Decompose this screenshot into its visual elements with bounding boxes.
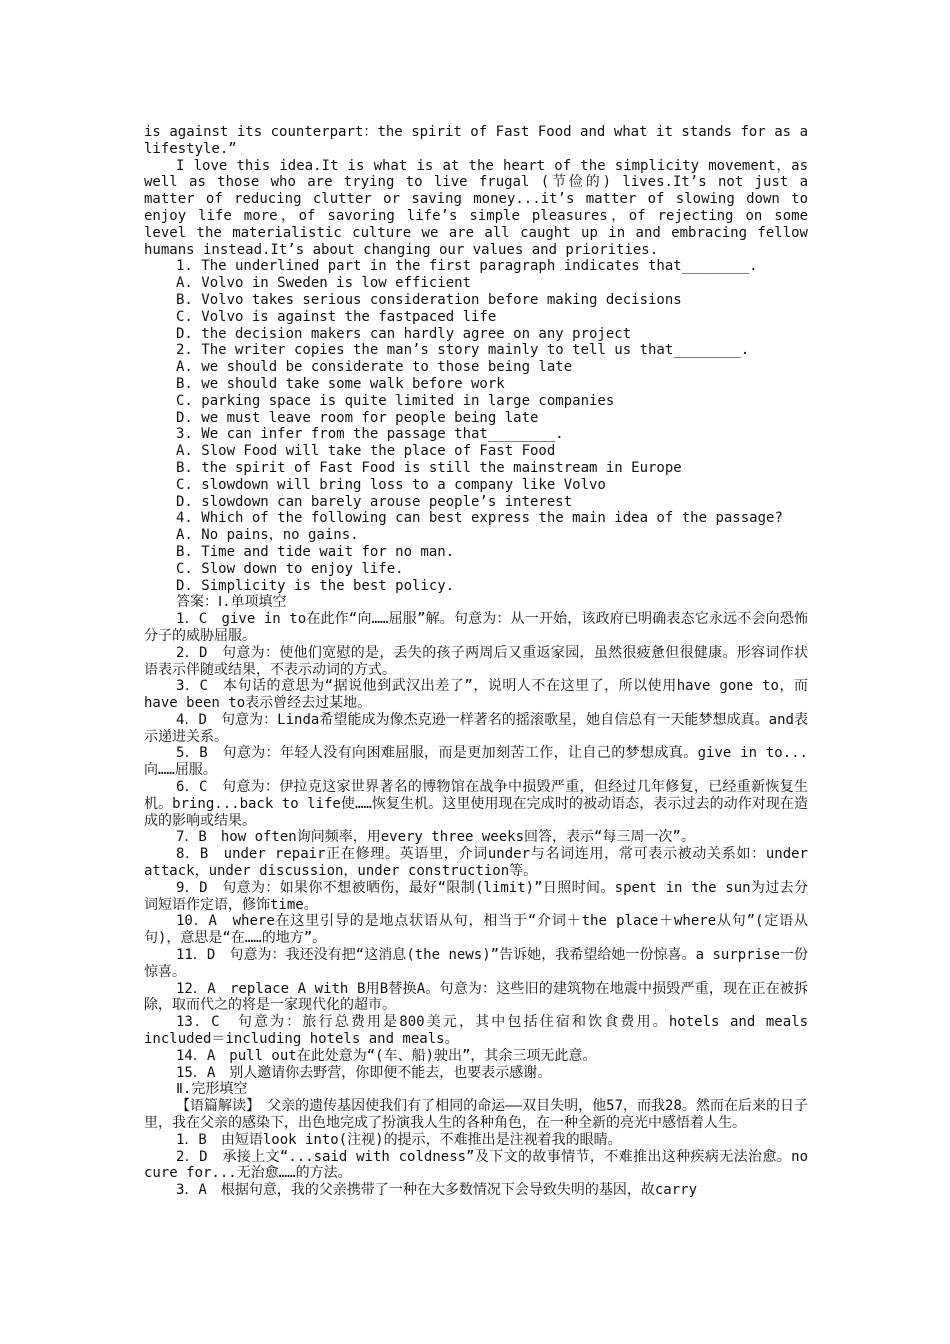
- cloze-intro: 【语篇解读】 父亲的遗传基因使我们有了相同的命运——双目失明，他57，而我28。然而在后来的日子里，我在父亲的感染下，出色地完成了扮演我人生的各种角色，在一种全新的亮光中感悟着人生。: [144, 1098, 808, 1132]
- answer-explanation: 7．B how often询问频率，用every three weeks回答，表示“每三周一次”。: [176, 829, 695, 846]
- question-option: C. slowdown will bring loss to a company like Volvo: [176, 476, 606, 493]
- question-option: D. we must leave room for people being late: [176, 409, 539, 426]
- answers-heading: 答案：Ⅰ.单项填空: [176, 594, 287, 611]
- cloze-explanation: 1．B 由短语look into(注视)的提示，不难推出是注视着我的眼睛。: [176, 1131, 622, 1148]
- question-option: D. slowdown can barely arouse people’s interest: [176, 493, 573, 510]
- question-option: A. Volvo in Sweden is low efficient: [176, 275, 472, 292]
- document-page: [144, 124, 808, 1199]
- answer-explanation: 9．D 句意为：如果你不想被晒伤，最好“限制(limit)”日照时间。spent in the sun为过去分词短语作定语，修饰time。: [144, 879, 808, 913]
- answer-explanation: 2．D 句意为：使他们宽慰的是，丢失的孩子两周后又重返家园，虽然很疲惫但很健康。形容词作状语表示伴随或结果，不表示动词的方式。: [144, 644, 808, 678]
- question-option: C. Volvo is against the fastpaced life: [176, 308, 497, 325]
- answer-explanation: 1．C give in to在此作“向……屈服”解。句意为：从一开始，该政府已明确表态它永远不会向恐怖分子的威胁屈服。: [144, 611, 808, 644]
- answer-explanation: 4．D 句意为：Linda希望能成为像杰克逊一样著名的摇滚歌星，她自信总有一天能梦想成真。and表示递进关系。: [144, 711, 808, 745]
- answer-explanation: 12．A replace A with B用B替换A。句意为：这些旧的建筑物在地震中损毁严重，现在正在被拆除，取而代之的将是一家现代化的超市。: [144, 980, 808, 1014]
- question-stem: 3. We can infer from the passage that________.: [176, 426, 564, 443]
- answer-explanation: 15．A 别人邀请你去野营，你即便不能去，也要表示感谢。: [176, 1064, 552, 1081]
- question: [144, 426, 808, 510]
- question-option: A. Slow Food will take the place of Fast Food: [176, 443, 556, 460]
- question-option: B. we should take some walk before work: [176, 375, 505, 392]
- question-option: B. Time and tide wait for no man.: [176, 543, 455, 560]
- question-option: A. we should be considerate to those being late: [176, 359, 573, 376]
- question-option: D. Simplicity is the best policy.: [176, 577, 455, 594]
- passage-paragraph: I love this idea.It is what is at the heart of the simplicity movement，as well as those who are trying to live frugal (节俭的) lives.It’s not just a matter of reducing clutter or saving money...it’s matter of slowing down to enjoy life more，of savoring life’s simple pleasures，of rejecting on some level the materialistic culture we are all caught up in and embracing fellow humans instead.It’s about changing our values and priorities.: [144, 157, 808, 258]
- question-option: D. the decision makers can hardly agree on any project: [176, 325, 632, 342]
- question-option: C. parking space is quite limited in large companies: [176, 392, 615, 409]
- answer-explanation: 10．A where在这里引导的是地点状语从句，相当于“介词＋the place＋where从句”(定语从句)，意思是“在……的地方”。: [144, 913, 808, 947]
- question-stem: 1. The underlined part in the first paragraph indicates that________.: [176, 258, 758, 275]
- answer-explanation: 5．B 句意为：年轻人没有向困难屈服，而是更加刻苦工作，让自己的梦想成真。give in to...向……屈服。: [144, 745, 808, 779]
- answer-explanation: 6．C 句意为：伊拉克这家世界著名的博物馆在战争中损毁严重，但经过几年修复，已经重新恢复生机。bring...back to life使……恢复生机。这里使用现在完成时的被动语态，表示过去的动作对现在造成的影响或结果。: [144, 779, 808, 829]
- answer-explanation: 11．D 句意为：我还没有把“这消息(the news)”告诉她，我希望给她一份惊喜。a surprise一份惊喜。: [144, 947, 808, 980]
- question-stem: 4. Which of the following can best express the main idea of the passage?: [176, 510, 783, 527]
- question-option: A. No pains，no gains.: [176, 527, 359, 544]
- passage-paragraph: is against its counterpart：the spirit of Fast Food and what it stands for as a lifestyle.”: [144, 124, 808, 157]
- question: [144, 258, 808, 342]
- answer-explanation: 13．C 句意为：旅行总费用是800美元，其中包括住宿和饮食费用。hotels and meals included＝including hotels and meals。: [144, 1014, 808, 1048]
- cloze-heading: Ⅱ.完形填空: [176, 1081, 248, 1098]
- question-stem: 2. The writer copies the man’s story mainly to tell us that________.: [176, 342, 750, 359]
- cloze-explanation: 3．A 根据句意，我的父亲携带了一种在大多数情况下会导致失明的基因，故carry: [176, 1182, 697, 1199]
- question-option: B. Volvo takes serious consideration before making decisions: [176, 291, 682, 308]
- answer-explanation: 8．B under repair正在修理。英语里，介词under与名词连用，常可表示被动关系如：under attack，under discussion，under construction等。: [144, 846, 808, 880]
- question: [144, 510, 808, 594]
- cloze-explanation: 2．D 承接上文“...said with coldness”及下文的故事情节，不难推出这种疾病无法治愈。no cure for...无治愈……的方法。: [144, 1148, 808, 1182]
- answer-explanation: 14．A pull out在此处意为“(车、船)驶出”，其余三项无此意。: [176, 1047, 597, 1064]
- answer-explanation: 3．C 本句话的意思为“据说他到武汉出差了”，说明人不在这里了，所以使用have gone to，而have been to表示曾经去过某地。: [144, 678, 808, 712]
- question-option: C. Slow down to enjoy life.: [176, 560, 404, 577]
- question: [144, 342, 808, 426]
- question-option: B. the spirit of Fast Food is still the mainstream in Europe: [176, 459, 682, 476]
